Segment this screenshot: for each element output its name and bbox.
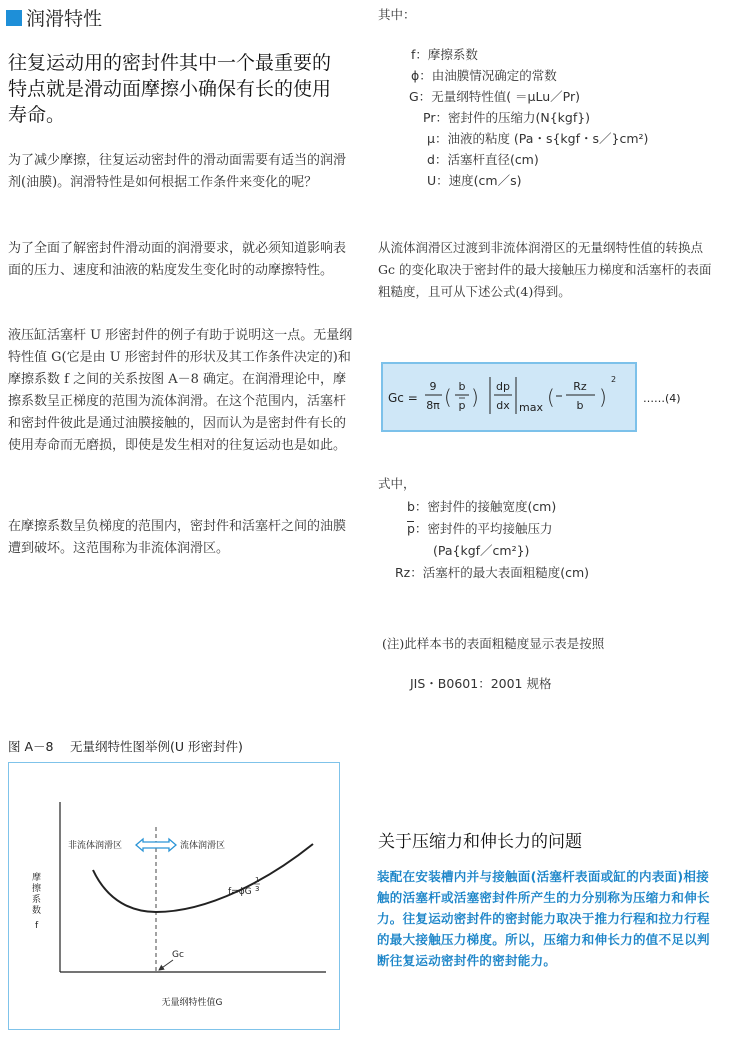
svg-text:): ) (471, 385, 479, 409)
formula-rz: Rz (573, 380, 587, 393)
formula-lhs: Gc = (388, 391, 418, 405)
y-label-char: 系 (32, 895, 42, 905)
title-square-icon (6, 10, 22, 26)
paragraph-3: 液压缸活塞杆 U 形密封件的例子有助于说明这一点。无量纲特性值 G(它是由 U 形密封件的形状及其工作条件决定的)和摩擦系数 f 之间的关系按图 A－8 确定。在润滑理论中，摩擦系数呈正梯度的范围为流体润滑。在这个范围内，活塞杆和密封件彼此是通过油膜接触的，因而认为是密封件有长的使用寿命而无磨损，即使是发生相对的往复运动也是如此。 (8, 328, 353, 453)
note-line-2: JIS・B0601：2001 规格 (410, 676, 552, 691)
where-item: G：无量纲特性值( ＝μLu／Pr) (409, 89, 580, 104)
formula-c-num: 9 (429, 380, 437, 393)
where-item: ϕ：由油膜情况确定的常数 (411, 68, 557, 83)
where2-item: (Pa{kgf／cm²}) (433, 543, 530, 558)
where-item: U：速度(cm／s) (427, 173, 522, 188)
friction-curve (93, 844, 313, 912)
where2-item: b：密封件的接触宽度(cm) (407, 499, 557, 514)
x-axis-label: 无量纲特性值G (161, 998, 223, 1008)
label-non-fluid: 非流体润滑区 (68, 841, 123, 851)
formula-svg (381, 362, 721, 432)
formula-max: max (519, 401, 543, 414)
formula-exp: 2 (611, 375, 617, 384)
svg-text:): ) (599, 385, 607, 409)
where2-item: Rz：活塞杆的最大表面粗糙度(cm) (395, 565, 590, 580)
where-list (395, 44, 648, 191)
formula-b: b (458, 380, 466, 393)
where-item: Pr：密封件的压缩力(N{kgf}) (423, 110, 591, 125)
y-label-char: 数 (32, 906, 42, 916)
section-heading: 关于压缩力和伸长力的问题 (378, 832, 582, 852)
where-item: μ：油液的粘度 (Pa・s{kgf・s／}cm²) (427, 131, 649, 146)
y-label-f: f (35, 921, 39, 931)
y-label-char: 擦 (32, 884, 42, 894)
svg-text:(: ( (547, 385, 555, 409)
formula-eq-no: ……(4) (643, 392, 681, 405)
note-line-1: (注)此样本书的表面粗糙度显示表是按照 (382, 636, 605, 651)
where2-label: 式中， (378, 476, 416, 491)
where2-item: p：密封件的平均接触压力 (407, 521, 553, 536)
where-item: f：摩擦系数 (411, 47, 478, 62)
formula-b2: b (576, 399, 584, 412)
figure-graph (8, 762, 340, 1030)
curve-exponent-num: 1 (255, 876, 260, 884)
where-item: d：活塞杆直径(cm) (427, 152, 539, 167)
svg-text:(: ( (444, 385, 452, 409)
gc-label: Gc (172, 950, 184, 960)
curve-exponent-den: 3 (255, 885, 260, 893)
formula-c-den: 8π (426, 399, 440, 412)
lead-text: 往复运动用的密封件其中一个最重要的特点就是滑动面摩擦小确保有长的使用寿命。 (8, 52, 332, 126)
formula-dp: dp (496, 380, 510, 393)
section-text: 装配在安装槽内并与接触面(活塞杆表面或缸的内表面)相接触的活塞杆或活塞密封件所产生的力分别称为压缩力和伸长力。往复运动密封件的密封能力取决于推力行程和拉力行程的最大接触压力梯度。所以，压缩力和伸长力的值不足以判断往复运动密封件的密封能力。 (377, 869, 710, 968)
paragraph-2: 为了全面了解密封件滑动面的润滑要求，就必须知道影响表面的压力、速度和油液的粘度发生变化时的动摩擦特性。 (8, 241, 347, 278)
page-title-text: 润滑特性 (26, 8, 103, 30)
where-label: 其中： (378, 7, 416, 22)
formula-dx: dx (496, 399, 510, 412)
page-title (6, 4, 102, 31)
formula-p: p (458, 399, 466, 412)
transition-paragraph: 从流体润滑区过渡到非流体润滑区的无量纲特性值的转换点 Gc 的变化取决于密封件的最大接触压力梯度和活塞杆的表面粗糙度，且可从下述公式(4)得到。 (378, 240, 712, 299)
paragraph-4: 在摩擦系数呈负梯度的范围内，密封件和活塞杆之间的油膜遭到破坏。这范围称为非流体润滑区。 (8, 519, 347, 556)
curve-label: f=ϕG (228, 887, 252, 897)
paragraph-1: 为了减少摩擦，往复运动密封件的滑动面需要有适当的润滑剂(油膜)。润滑特性是如何根据工作条件来变化的呢？ (8, 153, 347, 190)
label-fluid: 流体润滑区 (180, 841, 226, 851)
figure-caption: 图 A－8 无量纲特性图举例(U 形密封件) (8, 739, 243, 754)
y-label-char: 摩 (32, 873, 42, 883)
where2-list (395, 496, 589, 584)
gc-pointer-arrow (159, 960, 173, 970)
